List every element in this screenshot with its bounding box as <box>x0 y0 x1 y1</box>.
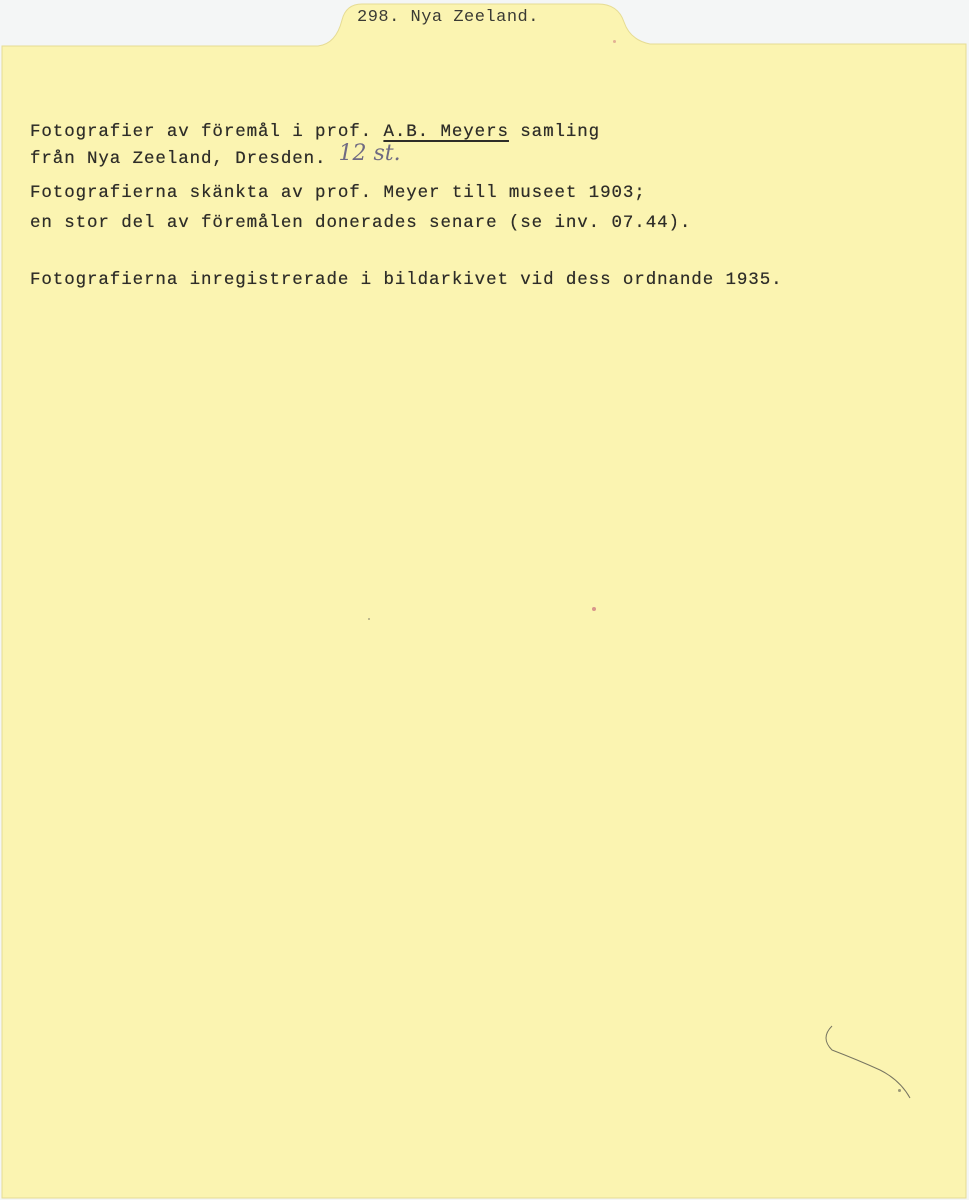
paper-speck <box>592 607 596 611</box>
card-tab-label: 298. Nya Zeeland. <box>357 8 539 27</box>
description-line-1-text: Fotografier av föremål i prof. <box>30 122 384 142</box>
description-line-2-text: från Nya Zeeland, Dresden. <box>30 149 327 169</box>
collector-name: A.B. Meyers <box>383 122 509 142</box>
description-line-3: Fotografierna skänkta av prof. Meyer till museet 1903; <box>30 183 646 203</box>
description-line-1-end: samling <box>508 122 601 142</box>
description-line-1 <box>30 120 600 144</box>
handwritten-count: 12 st. <box>338 141 401 166</box>
paper-speck <box>613 40 616 43</box>
paper-scratch-mark <box>818 1020 918 1110</box>
registration-note: Fotografierna inregistrerade i bildarkivet vid dess ordnande 1935. <box>30 270 783 290</box>
paper-speck <box>368 618 370 620</box>
description-line-4: en stor del av föremålen donerades senare (se inv. 07.44). <box>30 213 692 233</box>
description-line-2 <box>30 141 401 171</box>
